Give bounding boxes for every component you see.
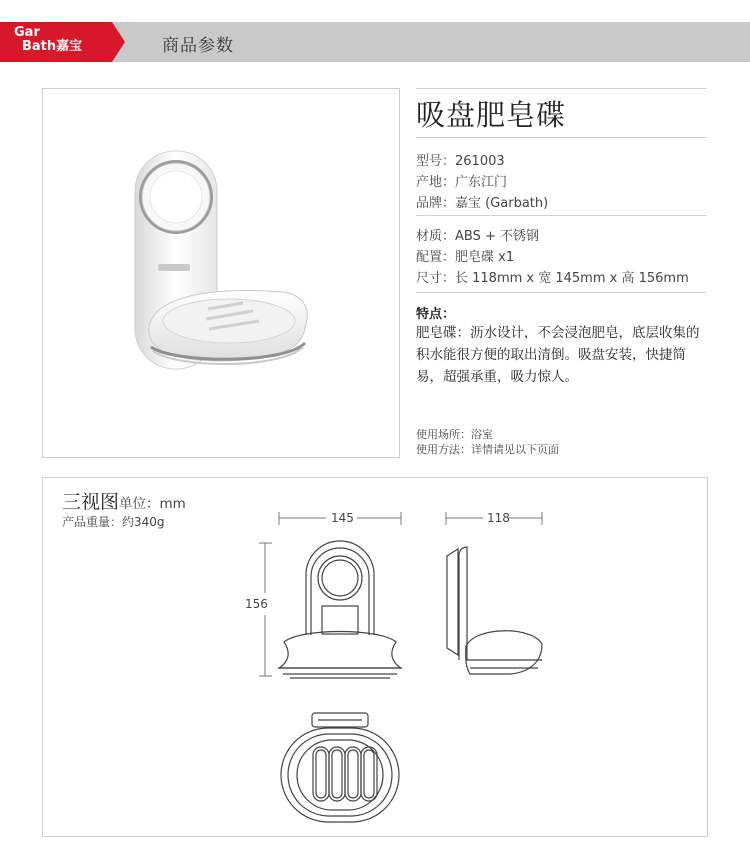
features-title: 特点： (416, 307, 456, 322)
product-photo-frame (42, 88, 400, 458)
features-text: 肥皂碟：沥水设计，不会浸泡肥皂，底层收集的积水能很方便的取出清倒。吸盘安装，快捷简易，超强承重，吸力惊人。 (416, 325, 700, 385)
divider (416, 292, 707, 293)
divider (416, 215, 707, 216)
height-dimension-label: 156 (245, 597, 268, 611)
spec-brand: 品牌：嘉宝 (Garbath) (416, 196, 549, 211)
three-views-frame (42, 477, 708, 837)
divider (416, 137, 707, 138)
divider (416, 88, 707, 89)
spec-material: 材质：ABS + 不锈钢 (416, 229, 539, 244)
spec-config: 配置：肥皂碟 x1 (416, 250, 515, 265)
logo-text-line2: Bath嘉宝 (22, 39, 83, 54)
product-weight: 产品重量：约340g (62, 515, 165, 529)
soap-dish-photo (43, 89, 399, 457)
spec-model: 型号：261003 (416, 154, 505, 169)
spec-origin: 产地：广东江门 (416, 175, 508, 190)
three-views-title (62, 487, 186, 514)
header-title: 商品参数 (162, 36, 234, 56)
product-name: 吸盘肥皂碟 (416, 98, 567, 132)
spec-size: 尺寸：长 118mm x 宽 145mm x 高 156mm (416, 271, 689, 286)
usage-method: 使用方法：详情请见以下页面 (416, 443, 559, 456)
section-header (0, 22, 750, 62)
brand-logo (0, 22, 130, 62)
usage-place: 使用场所：浴室 (416, 428, 493, 441)
logo-text-line1: Gar (14, 25, 40, 40)
width-dimension-label: 145 (331, 511, 354, 525)
unit-label: 单位：mm (119, 496, 186, 512)
three-views-heading: 三视图 (62, 491, 120, 513)
depth-dimension-label: 118 (487, 511, 510, 525)
